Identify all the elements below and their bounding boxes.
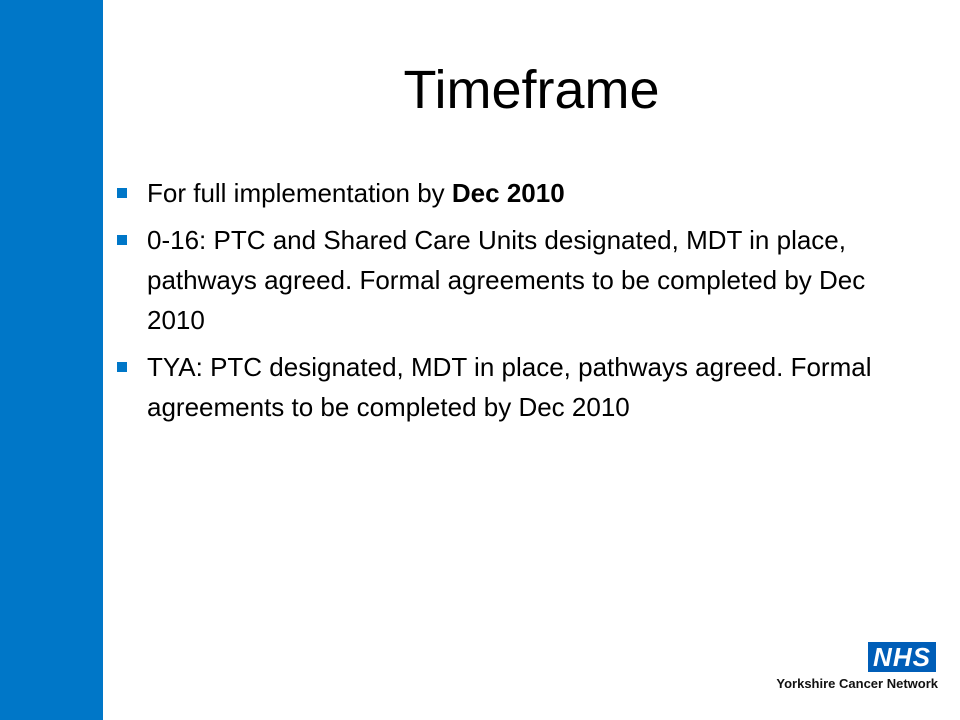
bullet-text: TYA: PTC designated, MDT in place, pathways agreed. Formal agreements to be completed by Dec 2010 xyxy=(147,352,872,422)
square-bullet-icon xyxy=(117,362,127,372)
bullet-text: 0-16: PTC and Shared Care Units designated, MDT in place, pathways agreed. Formal agreements to be completed by Dec 2010 xyxy=(147,225,866,335)
square-bullet-icon xyxy=(117,188,127,198)
logo-caption: Yorkshire Cancer Network xyxy=(776,676,938,691)
square-bullet-icon xyxy=(117,235,127,245)
nhs-logo-mark: NHS xyxy=(868,642,936,672)
bullet-item xyxy=(115,173,915,213)
bullet-bold-text: Dec 2010 xyxy=(451,178,565,208)
bullet-item xyxy=(115,347,915,427)
nhs-logo xyxy=(763,642,938,702)
side-accent-bar xyxy=(0,0,103,720)
bullet-item xyxy=(115,220,915,340)
bullet-list xyxy=(115,173,915,434)
slide-title: Timeframe xyxy=(403,60,660,120)
bullet-text: For full implementation by xyxy=(147,178,452,208)
